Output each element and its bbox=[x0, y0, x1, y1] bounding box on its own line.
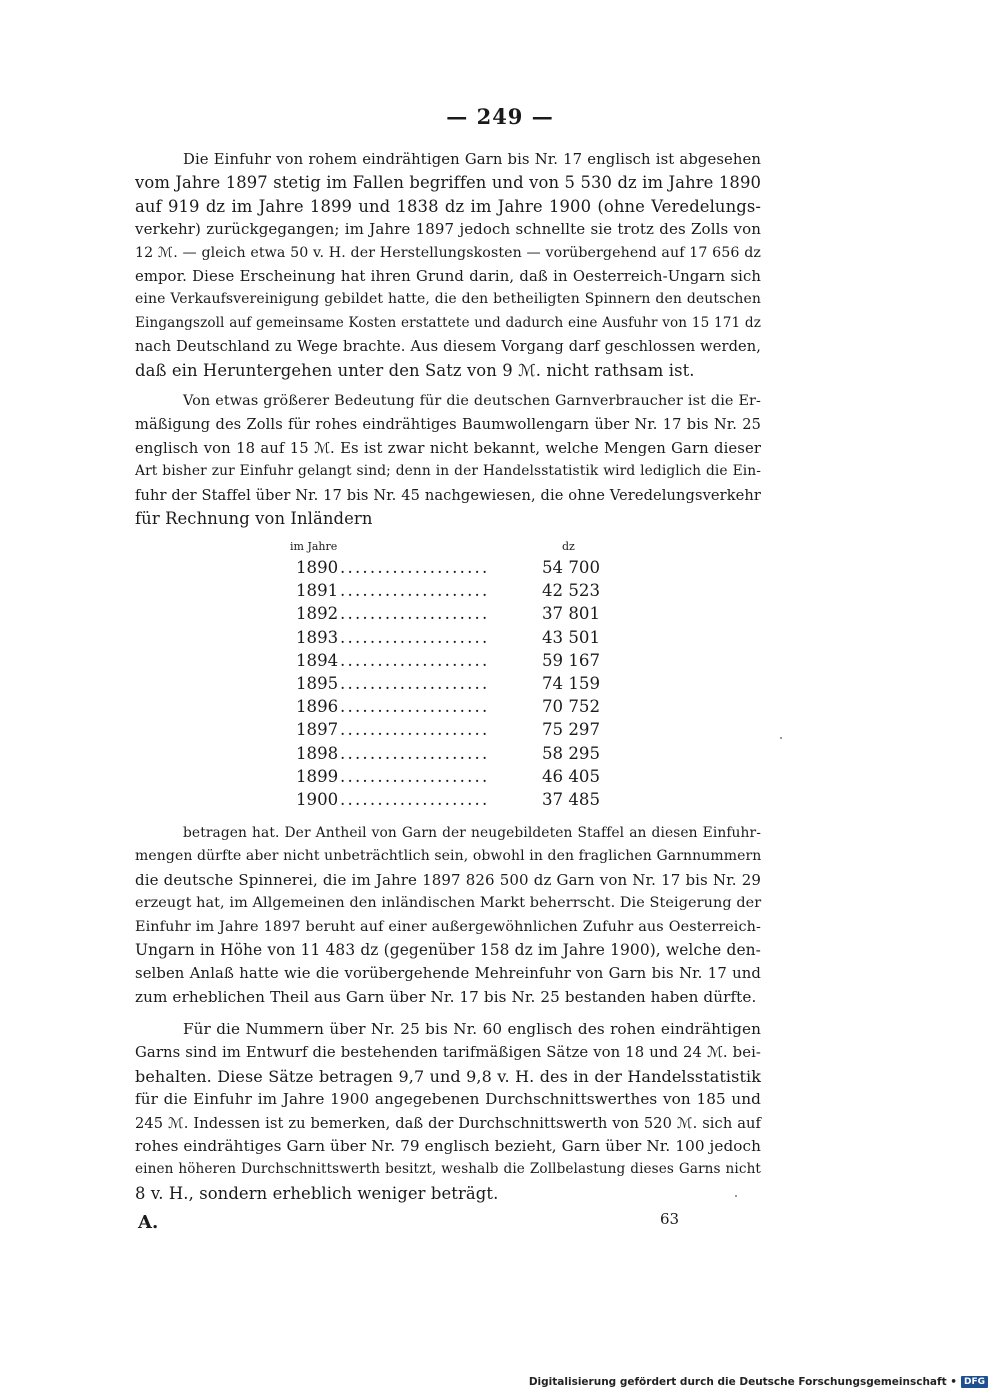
table-row bbox=[288, 604, 608, 627]
text-line: für die Einfuhr im Jahre 1900 angegebenen Durchschnittswerthes von 185 und bbox=[135, 1090, 761, 1109]
text-line: mäßigung des Zolls für rohes eindrähtiges Baumwollengarn über Nr. 17 bis Nr. 25 bbox=[135, 416, 761, 434]
sheet-number: 63 bbox=[660, 1210, 680, 1228]
value-cell: 42 523 bbox=[541, 581, 600, 601]
value-cell: 59 167 bbox=[541, 650, 600, 670]
year-cell: 1900 bbox=[296, 789, 339, 809]
text-line: daß ein Heruntergehen unter den Satz von 9 ℳ. nicht rathsam ist. bbox=[135, 360, 695, 380]
year-cell: 1893 bbox=[296, 627, 339, 647]
table-row bbox=[288, 697, 608, 720]
year-cell: 1894 bbox=[296, 650, 339, 670]
text-line: Die Einfuhr von rohem eindrähtigen Garn bis Nr. 17 englisch ist abgesehen bbox=[183, 151, 761, 168]
year-cell: 1891 bbox=[296, 581, 339, 601]
dot-leader: .................... bbox=[340, 650, 490, 670]
text-line: empor. Diese Erscheinung hat ihren Grund darin, daß in Oesterreich-Ungarn sich bbox=[135, 268, 761, 286]
table-row bbox=[288, 767, 608, 790]
value-cell: 37 485 bbox=[541, 789, 600, 809]
year-cell: 1897 bbox=[296, 720, 339, 740]
scan-speck bbox=[735, 1195, 737, 1197]
table-row bbox=[288, 581, 608, 604]
dot-leader: .................... bbox=[340, 789, 490, 809]
value-cell: 74 159 bbox=[541, 673, 600, 693]
table-row bbox=[288, 558, 608, 581]
value-cell: 37 801 bbox=[541, 604, 600, 624]
value-cell: 54 700 bbox=[541, 558, 600, 577]
dfg-logo: DFG bbox=[961, 1376, 988, 1388]
value-cell: 75 297 bbox=[541, 720, 600, 740]
footer-text: Digitalisierung gefördert durch die Deutsche Forschungsgemeinschaft • bbox=[528, 1376, 957, 1388]
scan-speck bbox=[780, 737, 782, 739]
text-line: Ungarn in Höhe von 11 483 dz (gegenüber 158 dz im Jahre 1900), welche den- bbox=[135, 941, 761, 960]
text-line: englisch von 18 auf 15 ℳ. Es ist zwar nicht bekannt, welche Mengen Garn dieser bbox=[135, 439, 761, 457]
table-row bbox=[288, 720, 608, 743]
year-cell: 1899 bbox=[296, 766, 339, 786]
table-row bbox=[288, 790, 608, 813]
text-line: behalten. Diese Sätze betragen 9,7 und 9,8 v. H. des in der Handelsstatistik bbox=[135, 1066, 761, 1086]
signature-mark: A. bbox=[138, 1212, 159, 1233]
text-line: Für die Nummern über Nr. 25 bis Nr. 60 englisch des rohen eindrähtigen bbox=[183, 1020, 761, 1038]
table-row bbox=[288, 628, 608, 651]
text-line: mengen dürfte aber nicht unbeträchtlich sein, obwohl in den fraglichen Garnnummern bbox=[135, 848, 762, 865]
value-cell: 43 501 bbox=[541, 627, 600, 647]
year-cell: 1898 bbox=[296, 743, 339, 763]
paragraph-3 bbox=[135, 822, 761, 1009]
value-cell: 46 405 bbox=[541, 766, 600, 786]
text-line: selben Anlaß hatte wie die vorübergehende Mehreinfuhr von Garn bis Nr. 17 und bbox=[135, 965, 761, 983]
table-row bbox=[288, 744, 608, 767]
text-line: Von etwas größerer Bedeutung für die deutschen Garnverbraucher ist die Er- bbox=[183, 393, 761, 409]
column-header-year: im Jahre bbox=[290, 540, 338, 553]
text-line: Garns sind im Entwurf die bestehenden tarifmäßigen Sätze von 18 und 24 ℳ. bei- bbox=[135, 1044, 761, 1062]
year-cell: 1890 bbox=[296, 558, 339, 577]
table-row bbox=[288, 651, 608, 674]
year-cell: 1896 bbox=[296, 697, 339, 717]
dot-leader: .................... bbox=[340, 766, 490, 786]
text-line: eine Verkaufsvereinigung gebildet hatte, die den betheiligten Spinnern den deutschen bbox=[135, 291, 761, 308]
text-line: 8 v. H., sondern erheblich weniger beträgt. bbox=[135, 1183, 499, 1203]
dot-leader: .................... bbox=[340, 604, 490, 624]
text-line: Einfuhr im Jahre 1897 beruht auf einer außergewöhnlichen Zufuhr aus Oesterreich- bbox=[135, 918, 761, 935]
value-cell: 58 295 bbox=[541, 743, 600, 763]
dot-leader: .................... bbox=[340, 720, 490, 740]
text-line: betragen hat. Der Antheil von Garn der neugebildeten Staffel an diesen Einfuhr- bbox=[183, 825, 761, 841]
text-line: 245 ℳ. Indessen ist zu bemerken, daß der Durchschnittswerth von 520 ℳ. sich auf bbox=[135, 1114, 761, 1132]
text-line: zum erheblichen Theil aus Garn über Nr. 17 bis Nr. 25 bestanden haben dürfte. bbox=[135, 987, 757, 1006]
table-row bbox=[288, 674, 608, 697]
table-header bbox=[288, 538, 608, 558]
value-cell: 70 752 bbox=[541, 697, 600, 717]
text-line: rohes eindrähtiges Garn über Nr. 79 englisch bezieht, Garn über Nr. 100 jedoch bbox=[135, 1137, 761, 1156]
year-cell: 1892 bbox=[296, 604, 339, 624]
text-line: nach Deutschland zu Wege brachte. Aus diesem Vorgang darf geschlossen werden, bbox=[135, 338, 761, 356]
dot-leader: .................... bbox=[340, 558, 490, 577]
text-line: fuhr der Staffel über Nr. 17 bis Nr. 45 nachgewiesen, die ohne Veredelungsverkehr bbox=[135, 486, 761, 504]
text-line: verkehr) zurückgegangen; im Jahre 1897 jedoch schnellte sie trotz des Zolls von bbox=[135, 220, 761, 239]
text-line: vom Jahre 1897 stetig im Fallen begriffen und von 5 530 dz im Jahre 1890 bbox=[135, 173, 761, 193]
paragraph-4 bbox=[135, 1018, 761, 1205]
text-line: auf 919 dz im Jahre 1899 und 1838 dz im Jahre 1900 (ohne Veredelungs- bbox=[135, 196, 761, 216]
page-number-header: — 249 — bbox=[446, 104, 554, 129]
text-line: 12 ℳ. — gleich etwa 50 v. H. der Herstellungskosten — vorübergehend auf 17 656 dz bbox=[135, 244, 761, 261]
footer-credit bbox=[529, 1376, 988, 1388]
dot-leader: .................... bbox=[340, 627, 490, 647]
text-line: einen höheren Durchschnittswerth besitzt, weshalb die Zollbelastung dieses Garns nicht bbox=[135, 1161, 761, 1178]
paragraph-1 bbox=[135, 148, 761, 382]
dot-leader: .................... bbox=[340, 697, 490, 717]
paragraph-2 bbox=[135, 390, 761, 530]
text-line: Art bisher zur Einfuhr gelangt sind; denn in der Handelsstatistik wird lediglich die Ein- bbox=[135, 463, 761, 480]
text-line: erzeugt hat, im Allgemeinen den inländischen Markt beherrscht. Die Steigerung der bbox=[135, 895, 762, 912]
dot-leader: .................... bbox=[340, 673, 490, 693]
text-line: die deutsche Spinnerei, die im Jahre 1897 826 500 dz Garn von Nr. 17 bis Nr. 29 bbox=[135, 870, 761, 889]
import-table bbox=[288, 538, 608, 813]
dot-leader: .................... bbox=[340, 743, 490, 763]
table-body bbox=[288, 558, 608, 813]
dot-leader: .................... bbox=[340, 581, 490, 601]
column-header-unit: dz bbox=[562, 540, 575, 553]
text-line: Eingangszoll auf gemeinsame Kosten erstattete und dadurch eine Ausfuhr von 15 171 dz bbox=[135, 314, 761, 331]
year-cell: 1895 bbox=[296, 673, 339, 693]
text-line: für Rechnung von Inländern bbox=[135, 509, 373, 529]
